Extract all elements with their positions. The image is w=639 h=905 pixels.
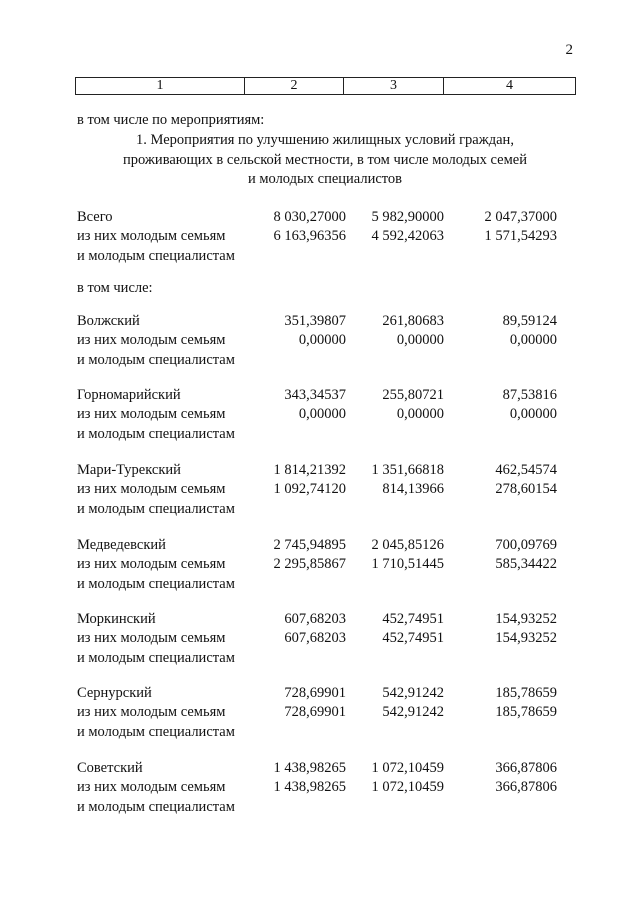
column-number-header	[75, 77, 576, 95]
value-col-4: 1 571,54293	[484, 228, 557, 245]
district-young-families-row	[77, 630, 577, 649]
row-label: Волжский	[77, 313, 140, 329]
value-col-3: 0,00000	[396, 406, 444, 423]
value-col-3: 255,80721	[382, 387, 444, 403]
total-young-specialists-row	[77, 248, 577, 267]
district-row	[77, 685, 577, 704]
column-header-1: 1	[76, 78, 245, 95]
page-number: 2	[565, 42, 573, 58]
value-col-4: 2 047,37000	[484, 209, 557, 225]
value-col-2: 728,69901	[284, 685, 346, 701]
value-col-2: 1 092,74120	[273, 481, 346, 498]
district-row	[77, 760, 577, 779]
row-label: и молодым специалистам	[77, 723, 235, 740]
value-col-4: 278,60154	[495, 481, 557, 498]
row-label: из них молодым семьям	[77, 704, 226, 721]
value-col-3: 1 072,10459	[371, 779, 444, 796]
value-col-4: 366,87806	[495, 779, 557, 796]
row-label: из них молодым семьям	[77, 779, 226, 796]
row-label: Всего	[77, 209, 113, 225]
value-col-3: 814,13966	[382, 481, 444, 498]
district-young-specialists-row	[77, 650, 577, 669]
value-col-3: 452,74951	[382, 630, 444, 647]
value-col-3: 4 592,42063	[371, 228, 444, 245]
value-col-2: 607,68203	[284, 611, 346, 627]
value-col-4: 185,78659	[495, 685, 557, 701]
district-young-specialists-row	[77, 576, 577, 595]
value-col-2: 1 438,98265	[273, 779, 346, 796]
district-row	[77, 313, 577, 332]
value-col-3: 2 045,85126	[371, 537, 444, 553]
row-label: и молодым специалистам	[77, 649, 235, 666]
value-col-2: 1 814,21392	[273, 462, 346, 478]
value-col-2: 351,39807	[284, 313, 346, 329]
value-col-3: 542,91242	[382, 685, 444, 701]
row-label: и молодым специалистам	[77, 500, 235, 517]
row-label: Сернурский	[77, 685, 152, 701]
value-col-4: 366,87806	[495, 760, 557, 776]
value-col-2: 728,69901	[284, 704, 346, 721]
district-young-families-row	[77, 779, 577, 798]
district-young-specialists-row	[77, 426, 577, 445]
district-row	[77, 537, 577, 556]
value-col-3: 5 982,90000	[371, 209, 444, 225]
district-young-families-row	[77, 556, 577, 575]
column-header-2: 2	[245, 78, 344, 95]
row-label: Медведевский	[77, 537, 166, 553]
value-col-2: 607,68203	[284, 630, 346, 647]
row-label: Горномарийский	[77, 387, 181, 403]
section-title-line: 1. Мероприятия по улучшению жилищных условий граждан,	[136, 132, 514, 148]
district-young-specialists-row	[77, 352, 577, 371]
section-title	[75, 131, 575, 190]
value-col-3: 1 351,66818	[371, 462, 444, 478]
value-col-4: 87,53816	[502, 387, 557, 403]
section-title-line: проживающих в сельской местности, в том числе молодых семей	[123, 151, 527, 168]
value-col-3: 261,80683	[382, 313, 444, 329]
row-label: и молодым специалистам	[77, 798, 235, 815]
value-col-4: 185,78659	[495, 704, 557, 721]
value-col-2: 2 295,85867	[273, 556, 346, 573]
column-header-4: 4	[444, 78, 576, 95]
value-col-4: 0,00000	[509, 406, 557, 423]
value-col-2: 0,00000	[298, 406, 346, 423]
value-col-4: 89,59124	[502, 313, 557, 329]
row-label: Моркинский	[77, 611, 156, 627]
row-label: из них молодым семьям	[77, 332, 226, 349]
value-col-2: 0,00000	[298, 332, 346, 349]
total-young-families-row	[77, 228, 577, 247]
value-col-4: 154,93252	[495, 611, 557, 627]
row-label: из них молодым семьям	[77, 481, 226, 498]
value-col-2: 2 745,94895	[273, 537, 346, 553]
row-label: Мари-Турекский	[77, 462, 181, 478]
district-young-specialists-row	[77, 501, 577, 520]
district-young-specialists-row	[77, 724, 577, 743]
district-row	[77, 611, 577, 630]
district-young-families-row	[77, 406, 577, 425]
row-label: из них молодым семьям	[77, 556, 226, 573]
district-row	[77, 462, 577, 481]
value-col-2: 1 438,98265	[273, 760, 346, 776]
total-row	[77, 209, 577, 228]
intro-text: в том числе по мероприятиям:	[77, 112, 265, 128]
value-col-2: 6 163,96356	[273, 228, 346, 245]
row-label: из них молодым семьям	[77, 228, 226, 245]
row-label: и молодым специалистам	[77, 247, 235, 264]
value-col-4: 0,00000	[509, 332, 557, 349]
value-col-3: 0,00000	[396, 332, 444, 349]
row-label: из них молодым семьям	[77, 406, 226, 423]
value-col-4: 154,93252	[495, 630, 557, 647]
value-col-3: 1 072,10459	[371, 760, 444, 776]
row-label: и молодым специалистам	[77, 425, 235, 442]
district-young-specialists-row	[77, 799, 577, 818]
district-young-families-row	[77, 704, 577, 723]
row-label: и молодым специалистам	[77, 351, 235, 368]
value-col-2: 8 030,27000	[273, 209, 346, 225]
column-header-3: 3	[344, 78, 444, 95]
district-young-families-row	[77, 481, 577, 500]
value-col-2: 343,34537	[284, 387, 346, 403]
value-col-3: 1 710,51445	[371, 556, 444, 573]
value-col-4: 585,34422	[495, 556, 557, 573]
value-col-4: 700,09769	[495, 537, 557, 553]
district-row	[77, 387, 577, 406]
including-label: в том числе:	[77, 280, 153, 296]
district-young-families-row	[77, 332, 577, 351]
value-col-3: 542,91242	[382, 704, 444, 721]
row-label: из них молодым семьям	[77, 630, 226, 647]
row-label: и молодым специалистам	[77, 575, 235, 592]
value-col-4: 462,54574	[495, 462, 557, 478]
row-label: Советский	[77, 760, 143, 776]
section-title-line: и молодых специалистов	[247, 171, 403, 187]
value-col-3: 452,74951	[382, 611, 444, 627]
